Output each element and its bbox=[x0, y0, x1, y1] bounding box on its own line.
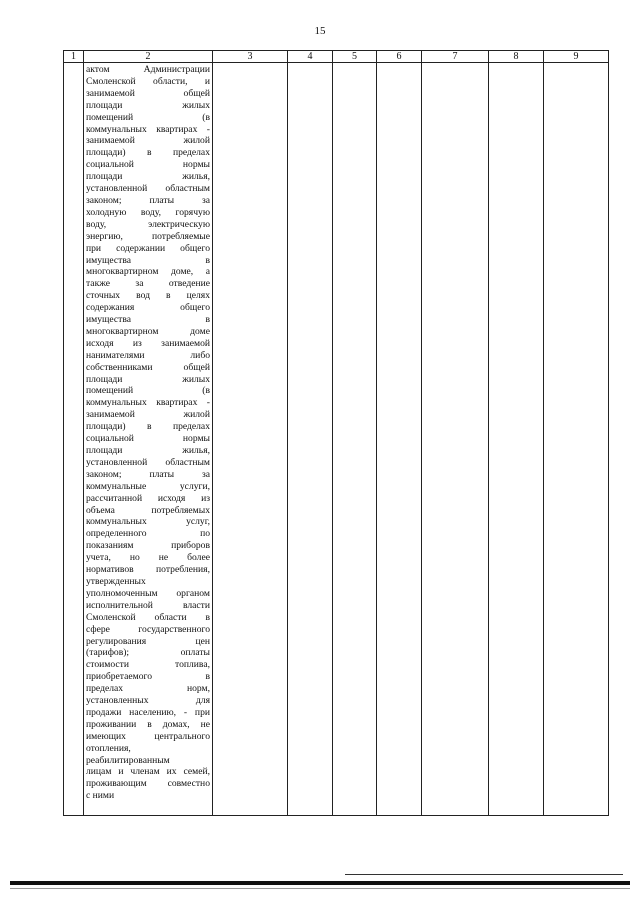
cell-col-4 bbox=[288, 63, 333, 816]
cell-text-line: имущества в bbox=[86, 314, 210, 326]
column-header-4: 4 bbox=[288, 51, 333, 63]
cell-text-line: рассчитанной исходя из bbox=[86, 492, 210, 504]
cell-col-8 bbox=[489, 63, 544, 816]
cell-text-line: имеющих центрального bbox=[86, 730, 210, 742]
cell-text-line: воду, электрическую bbox=[86, 218, 210, 230]
column-header-6: 6 bbox=[377, 51, 422, 63]
cell-text-line: занимаемой жилой bbox=[86, 409, 210, 421]
cell-text-line: установленной областным bbox=[86, 456, 210, 468]
cell-text-line: имущества в bbox=[86, 254, 210, 266]
cell-text-line: многоквартирном доме, а bbox=[86, 266, 210, 278]
cell-col-6 bbox=[377, 63, 422, 816]
footer-rule-thick bbox=[10, 881, 630, 885]
cell-text-line: установленных для bbox=[86, 695, 210, 707]
cell-text-line: с ними bbox=[86, 790, 115, 802]
cell-text-line: площади) в пределах bbox=[86, 147, 210, 159]
cell-text-line: объема потребляемых bbox=[86, 504, 210, 516]
cell-description-text bbox=[84, 63, 212, 802]
data-table bbox=[63, 50, 609, 816]
cell-text-line: энергию, потребляемые bbox=[86, 230, 210, 242]
cell-text-line: законом; платы за bbox=[86, 194, 210, 206]
cell-text-line: коммунальных услуг, bbox=[86, 516, 210, 528]
cell-text-line: проживании в домах, не bbox=[86, 718, 210, 730]
cell-text-line: стоимости топлива, bbox=[86, 659, 210, 671]
cell-text-line: многоквартирном доме bbox=[86, 325, 210, 337]
cell-text-line: пределах норм, bbox=[86, 683, 210, 695]
column-header-9: 9 bbox=[544, 51, 609, 63]
column-header-3: 3 bbox=[213, 51, 288, 63]
cell-col-3 bbox=[213, 63, 288, 816]
cell-text-line: реабилитированным bbox=[86, 754, 170, 766]
cell-col-9 bbox=[544, 63, 609, 816]
cell-text-line: лицам и членам их семей, bbox=[86, 766, 210, 778]
column-header-5: 5 bbox=[333, 51, 377, 63]
cell-text-line: социальной нормы bbox=[86, 159, 210, 171]
cell-text-line: площади жилых bbox=[86, 99, 210, 111]
cell-text-line: помещений (в bbox=[86, 385, 210, 397]
cell-text-line: площади жилых bbox=[86, 373, 210, 385]
cell-text-line: законом; платы за bbox=[86, 468, 210, 480]
cell-text-line: при содержании общего bbox=[86, 242, 210, 254]
column-header-2: 2 bbox=[84, 51, 213, 63]
cell-text-line: сфере государственного bbox=[86, 623, 210, 635]
table-header-row bbox=[64, 51, 609, 63]
column-header-1: 1 bbox=[64, 51, 84, 63]
column-header-8: 8 bbox=[489, 51, 544, 63]
cell-col-1 bbox=[64, 63, 84, 816]
column-header-7: 7 bbox=[422, 51, 489, 63]
cell-text-line: проживающим совместно bbox=[86, 778, 210, 790]
cell-text-line: Смоленской области, и bbox=[86, 75, 210, 87]
cell-text-line: актом Администрации bbox=[86, 64, 210, 75]
cell-col-2 bbox=[84, 63, 213, 816]
cell-text-line: установленной областным bbox=[86, 183, 210, 195]
cell-text-line: коммунальные услуги, bbox=[86, 480, 210, 492]
cell-text-line: показаниям приборов bbox=[86, 540, 210, 552]
cell-text-line: исходя из занимаемой bbox=[86, 337, 210, 349]
cell-text-line: регулирования цен bbox=[86, 635, 210, 647]
cell-text-line: уполномоченным органом bbox=[86, 587, 210, 599]
cell-text-line: Смоленской области в bbox=[86, 611, 210, 623]
cell-text-line: исполнительной власти bbox=[86, 599, 210, 611]
cell-text-line: площади жилья, bbox=[86, 445, 210, 456]
page-number: 15 bbox=[314, 25, 326, 37]
cell-text-line: сточных вод в целях bbox=[86, 290, 210, 302]
cell-text-line: также за отведение bbox=[86, 278, 210, 290]
cell-text-line: приобретаемого в bbox=[86, 671, 210, 683]
cell-text-line: определенного по bbox=[86, 528, 210, 540]
cell-text-line: (тарифов); оплаты bbox=[86, 647, 210, 659]
cell-text-line: отопления, bbox=[86, 742, 131, 754]
cell-text-line: социальной нормы bbox=[86, 433, 210, 445]
cell-text-line: содержания общего bbox=[86, 302, 210, 314]
table-row bbox=[64, 63, 609, 816]
cell-text-line: учета, но не более bbox=[86, 552, 210, 564]
cell-text-line: нормативов потребления, bbox=[86, 564, 210, 576]
cell-text-line: холодную воду, горячую bbox=[86, 206, 210, 218]
cell-text-line: помещений (в bbox=[86, 111, 210, 123]
footer-rule-gray bbox=[10, 888, 630, 889]
cell-text-line: продажи населению, - при bbox=[86, 706, 210, 718]
cell-text-line: площади) в пределах bbox=[86, 421, 210, 433]
cell-text-line: нанимателями либо bbox=[86, 349, 210, 361]
cell-text-line: коммунальных квартирах - bbox=[86, 123, 210, 135]
cell-col-7 bbox=[422, 63, 489, 816]
cell-text-line: занимаемой общей bbox=[86, 87, 210, 99]
footer-rule-thin bbox=[345, 874, 623, 875]
cell-text-line: утвержденных bbox=[86, 575, 146, 587]
cell-text-line: занимаемой жилой bbox=[86, 135, 210, 147]
cell-col-5 bbox=[333, 63, 377, 816]
cell-text-line: собственниками общей bbox=[86, 361, 210, 373]
cell-text-line: площади жилья, bbox=[86, 171, 210, 183]
cell-text-line: коммунальных квартирах - bbox=[86, 397, 210, 409]
